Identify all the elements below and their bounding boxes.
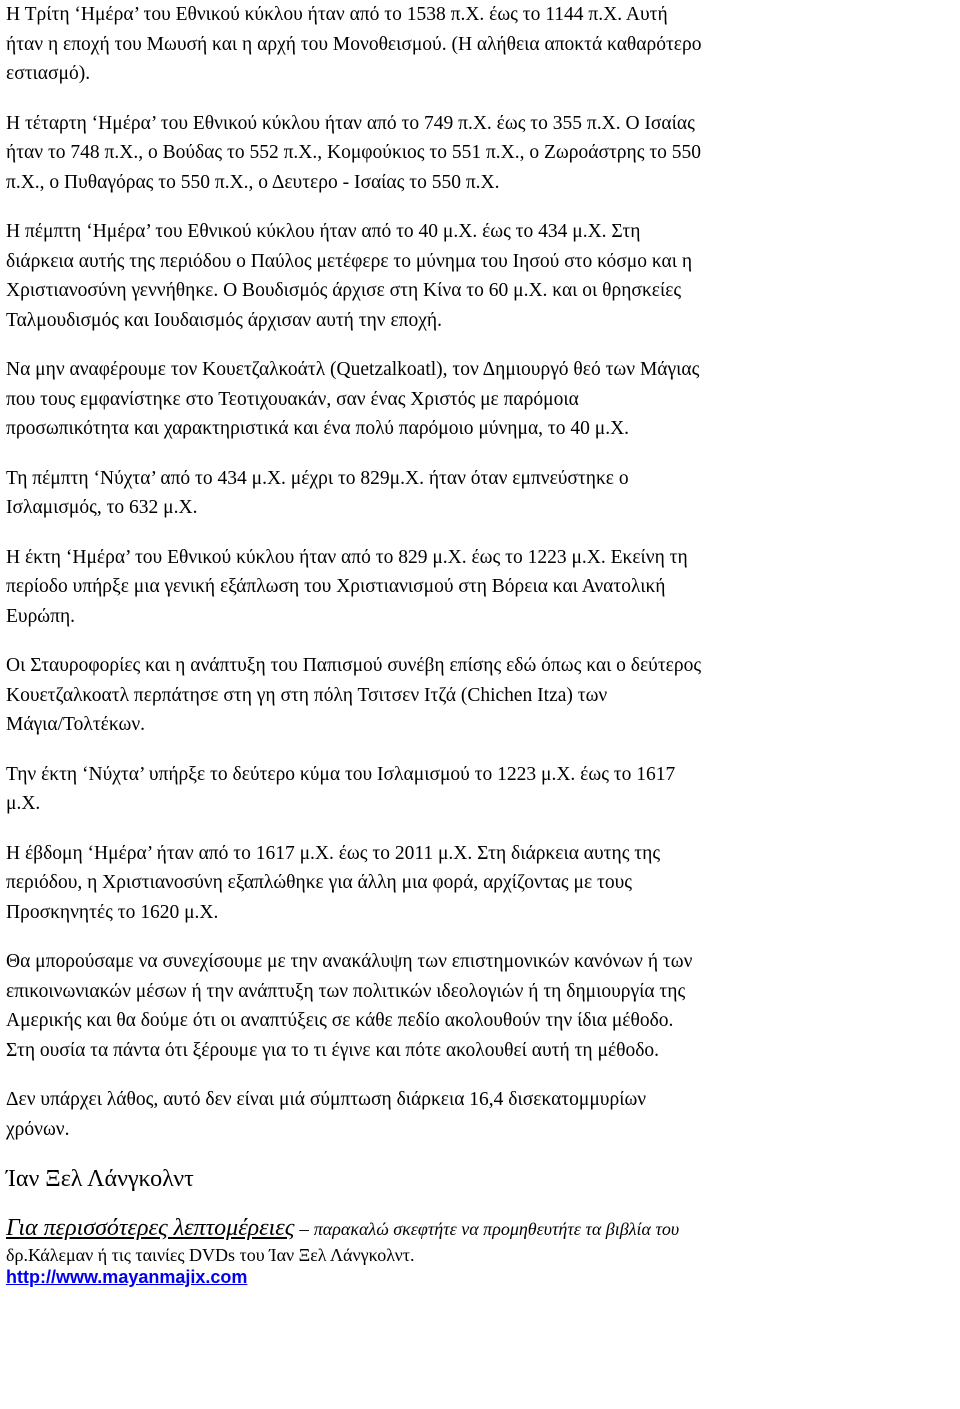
- paragraph-fifth-night: Τη πέμπτη ‘Νύχτα’ από το 434 μ.Χ. μέχρι το 829μ.Χ. ήταν όταν εμπνεύστηκε ο Ισλαμισμός, το 632 μ.Χ.: [6, 467, 629, 518]
- paragraph-sixth-day: Η έκτη ‘Ημέρα’ του Εθνικού κύκλου ήταν από το 829 μ.Χ. έως το 1223 μ.Χ. Εκείνη τη περίοδο υπήρξε μια γενική εξάπλωση του Χριστιανισμού στη Βόρεια και Ανατολική Ευρώπη.: [6, 546, 688, 627]
- more-info-heading: Για περισσότερες λεπτομέρειες: [6, 1215, 295, 1241]
- author-name: Ίαν Ξελ Λάνγκολντ: [6, 1166, 194, 1192]
- paragraph-sixth-night: Την έκτη ‘Νύχτα’ υπήρξε το δεύτερο κύμα του Ισλαμισμού το 1223 μ.Χ. έως το 1617 μ.Χ.: [6, 763, 676, 814]
- paragraph-fifth-day: Η πέμπτη ‘Ημέρα’ του Εθνικού κύκλου ήταν από το 40 μ.Χ. έως το 434 μ.Χ. Στη διάρκεια αυτής της περιόδου ο Παύλος μετέφερε το μύνημα του Ιησού στο κόσμο και η Χριστιανοσύνη γεννήθηκε. Ο Βουδισμός άρχισε στη Κίνα το 60 μ.Χ. και οι θρησκείες Ταλμουδισμός και Ιουδαισμός άρχισαν αυτή την εποχή.: [6, 221, 693, 331]
- more-info-dash: –: [299, 1219, 309, 1240]
- paragraph-seventh-day: Η έβδομη ‘Ημέρα’ ήταν από το 1617 μ.Χ. έως το 2011 μ.Χ. Στη διάρκεια αυτης της περιόδου, η Χριστιανοσύνη εξαπλώθηκε για άλλη μια φορά, αρχίζοντας με τους Προσκηνητές το 1620 μ.Χ.: [6, 842, 661, 923]
- paragraph-spacer: [6, 1144, 956, 1164]
- more-info-line: [6, 1214, 956, 1244]
- website-link[interactable]: http://www.mayanmajix.com: [6, 1267, 248, 1287]
- paragraph-spacer: [6, 523, 956, 543]
- paragraph-spacer: [6, 631, 956, 651]
- paragraph-spacer: [6, 335, 956, 355]
- paragraph-no-mistake: Δεν υπάρχει λάθος, αυτό δεν είναι μιά σύμπτωση διάρκεια 16,4 δισεκατομμυρίων χρόνων.: [6, 1089, 647, 1140]
- paragraph-spacer: [6, 740, 956, 760]
- paragraph-spacer: [6, 1194, 956, 1214]
- paragraph-spacer: [6, 819, 956, 839]
- paragraph-spacer: [6, 197, 956, 217]
- paragraph-spacer: [6, 89, 956, 109]
- paragraph-fourth-day: Η τέταρτη ‘Ημέρα’ του Εθνικού κύκλου ήταν από το 749 π.Χ. έως το 355 π.Χ. Ο Ισαίας ήταν το 748 π.Χ., ο Βούδας το 552 π.Χ., Κομφούκιος το 551 π.Χ., ο Ζωροάστρης το 550 π.Χ., ο Πυθαγόρας το 550 π.Χ., ο Δευτερο - Ισαίας το 550 π.Χ.: [6, 112, 702, 193]
- document-page: [6, 0, 956, 1288]
- paragraph-spacer: [6, 1065, 956, 1085]
- paragraph-spacer: [6, 927, 956, 947]
- paragraph-quetzalcoatl: Να μην αναφέρουμε τον Κουετζαλκοάτλ (Quetzalkoatl), τον Δημιουργό θεό των Μάγιας που τους εμφανίστηκε στο Τεοτιχουακάν, σαν ένας Χριστός με παρόμοια προσωπικότητα και χαρακτηριστικά και ένα πολύ παρόμοιο μύνημα, το 40 μ.Χ.: [6, 359, 700, 439]
- paragraph-spacer: [6, 444, 956, 464]
- paragraph-crusades: Οι Σταυροφορίες και η ανάπτυξη του Παπισμού συνέβη επίσης εδώ όπως και ο δεύτερος Κουετζαλκοατλ περπάτησε στη γη στη πόλη Τσιτσεν Ιτζά (Chichen Itza) των Μάγια/Τολτέκων.: [6, 655, 702, 735]
- paragraph-scientific-laws: Θα μπορούσαμε να συνεχίσουμε με την ανακάλυψη των επιστημονικών κανόνων ή των επικοινωνιακών μέσων ή την ανάπτυξη των πολιτικών ιδεολογιών ή τη δημιουργία της Αμερικής και θα δούμε ότι οι αναπτύξεις σε κάθε πεδίο ακολουθούν την ίδια μέθοδο. Στη ουσία τα πάντα ότι ξέρουμε για το τι έγινε και πότε ακολουθεί αυτή τη μέθοδο.: [6, 951, 693, 1061]
- more-info-credits: δρ.Κάλεμαν ή τις ταινίες DVDs του Ίαν Ξελ Λάνγκολντ.: [6, 1245, 415, 1265]
- more-info-text: παρακαλώ σκεφτήτε να προμηθευτήτε τα βιβλία του: [313, 1219, 680, 1239]
- paragraph-third-day: Η Τρίτη ‘Ημέρα’ του Εθνικού κύκλου ήταν από το 1538 π.Χ. έως το 1144 π.Χ. Αυτή ήταν η εποχή του Μωυσή και η αρχή του Μονοθεισμού. (Η αλήθεια αποκτά καθαρότερο εστιασμό).: [6, 4, 702, 84]
